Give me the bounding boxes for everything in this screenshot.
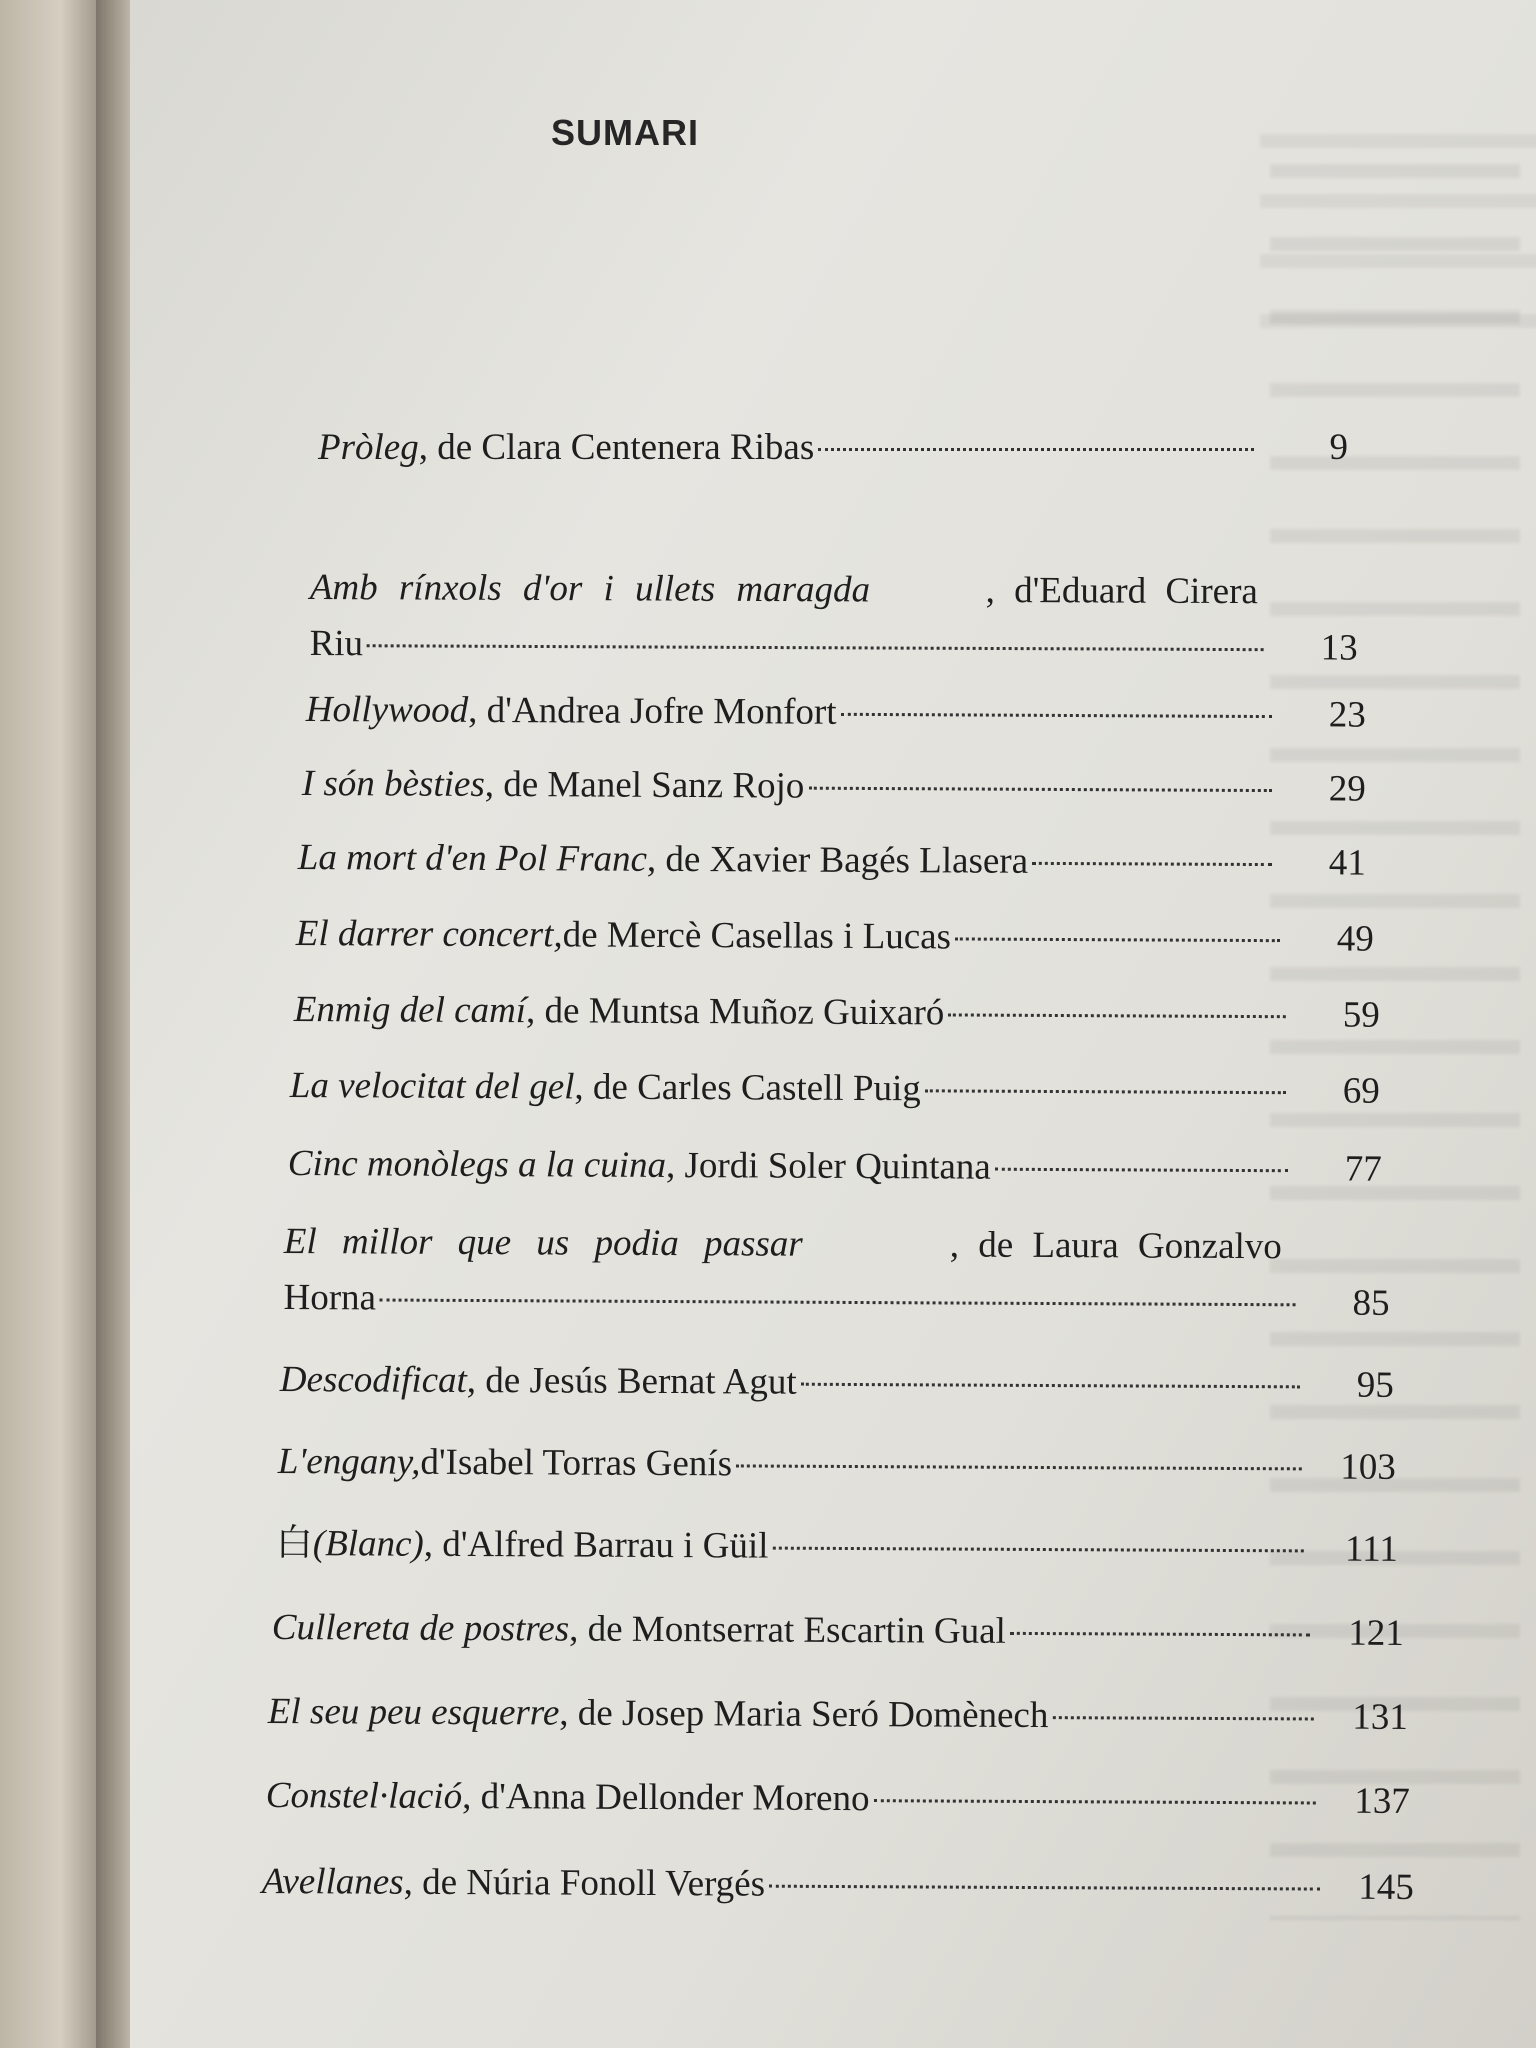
dot-leader: [769, 1885, 1320, 1891]
toc-entry: [276, 1516, 1398, 1578]
page-title: SUMARI: [551, 112, 699, 153]
entry-title: Cinc monòlegs a la cuina: [287, 1142, 667, 1186]
dot-leader: [1052, 1716, 1313, 1720]
entry-title: Enmig del camí: [293, 988, 527, 1032]
entry-title: Pròleg: [318, 427, 419, 468]
dot-leader: [948, 1013, 1286, 1018]
entry-author: , d'Alfred Barrau i Güil: [423, 1523, 769, 1567]
entry-page-number: 59: [1342, 994, 1380, 1036]
dot-leader: [818, 448, 1254, 451]
entry-page-number: 103: [1340, 1446, 1396, 1488]
bleed-through-text-top: [1260, 100, 1536, 330]
entry-page-number: 49: [1336, 918, 1374, 960]
entry-page-number: 23: [1328, 694, 1366, 736]
entry-author: , de Núria Fonoll Vergés: [403, 1861, 766, 1905]
entry-title: La mort d'en Pol Franc: [297, 836, 648, 880]
dot-leader: [925, 1089, 1286, 1094]
entry-page-number: 145: [1358, 1866, 1414, 1909]
entry-author: d'Isabel Torras Genís: [420, 1441, 733, 1485]
entry-page-number: 85: [1352, 1282, 1390, 1324]
entry-title-continuation: Horna: [283, 1276, 377, 1319]
dot-leader: [1010, 1632, 1310, 1637]
entry-author: , de Carles Castell Puig: [574, 1066, 921, 1110]
entry-author: , d'Andrea Jofre Monfort: [468, 689, 837, 733]
entry-page-number: 29: [1328, 768, 1366, 810]
entry-author: , Jordi Soler Quintana: [665, 1144, 991, 1188]
entry-page-number: 13: [1320, 627, 1358, 669]
toc-entry: [266, 1768, 1410, 1830]
toc-entry: [268, 1684, 1408, 1746]
dot-leader: [874, 1799, 1316, 1804]
toc-entry: [288, 1136, 1382, 1198]
dot-leader: [1032, 862, 1272, 866]
dot-leader: [367, 644, 1264, 651]
entry-page-number: 137: [1354, 1780, 1410, 1822]
entry-title: Amb rínxols d'or i ullets maragda: [309, 566, 871, 611]
entry-page-number: 77: [1344, 1148, 1382, 1190]
entry-author: , de Laura Gonzalvo: [949, 1224, 1282, 1268]
entry-author: , de Manel Sanz Rojo: [484, 763, 805, 807]
toc-entry: [272, 1600, 1404, 1662]
entry-page-number: 41: [1328, 842, 1366, 884]
toc-entry: [306, 682, 1366, 744]
toc-entry: [280, 1352, 1394, 1414]
toc-entry: [294, 982, 1380, 1044]
entry-title: (Blanc): [312, 1523, 424, 1565]
toc-entry: [290, 1058, 1380, 1120]
entry-page-number: 95: [1356, 1364, 1394, 1406]
entry-author: , de Montserrat Escartin Gual: [569, 1608, 1006, 1652]
dot-leader: [773, 1547, 1304, 1553]
entry-title: Cullereta de postres: [271, 1606, 570, 1650]
dot-leader: [955, 937, 1280, 942]
entry-title: Constel·lació: [265, 1774, 463, 1818]
toc-entry: [318, 420, 1348, 476]
entry-page-number: 111: [1344, 1528, 1398, 1570]
entry-title: El millor que us podia passar: [283, 1220, 803, 1265]
entry-author: , d'Eduard Cirera: [985, 569, 1258, 613]
dot-leader: [380, 1299, 1296, 1307]
entry-title: Avellanes: [261, 1860, 404, 1903]
entry-author: , d'Anna Dellonder Moreno: [462, 1776, 870, 1820]
entry-page-number: 131: [1352, 1696, 1408, 1738]
dot-leader: [808, 787, 1271, 792]
entry-title-prefix: 白: [275, 1522, 313, 1565]
entry-title: Hollywood: [305, 688, 469, 731]
entry-page-number: 69: [1342, 1070, 1380, 1112]
entry-page-number: 9: [1329, 427, 1348, 468]
entry-author: , de Jesús Bernat Agut: [466, 1359, 797, 1403]
toc-entry: [278, 1434, 1396, 1496]
dot-leader: [801, 1383, 1300, 1389]
entry-author: , de Muntsa Muñoz Guixaró: [525, 990, 945, 1034]
entry-title: El darrer concert,: [295, 912, 563, 956]
entry-author: de Mercè Casellas i Lucas: [562, 914, 952, 958]
toc-entry: [302, 756, 1366, 818]
entry-title: I són bèsties: [301, 762, 485, 805]
dot-leader: [995, 1168, 1288, 1173]
toc-entry: [296, 906, 1374, 968]
toc-entry: [262, 1854, 1414, 1916]
entry-page-number: 121: [1348, 1612, 1404, 1654]
dot-leader: [736, 1464, 1302, 1470]
left-page-edge: [0, 0, 110, 2048]
entry-title: La velocitat del gel: [289, 1064, 575, 1108]
entry-author: , de Josep Maria Seró Domènech: [559, 1692, 1049, 1737]
dot-leader: [841, 713, 1272, 718]
entry-title-continuation: Riu: [309, 622, 364, 665]
entry-title: L'engany,: [277, 1440, 421, 1483]
entry-author: , de Clara Centenera Ribas: [418, 427, 815, 468]
entry-title: El seu peu esquerre: [267, 1690, 560, 1734]
toc-entry: [310, 560, 1358, 677]
entry-author: , de Xavier Bagés Llasera: [646, 838, 1029, 882]
toc-entry: [283, 1214, 1390, 1332]
toc-entry: [298, 830, 1366, 892]
entry-title: Descodificat: [279, 1358, 467, 1401]
